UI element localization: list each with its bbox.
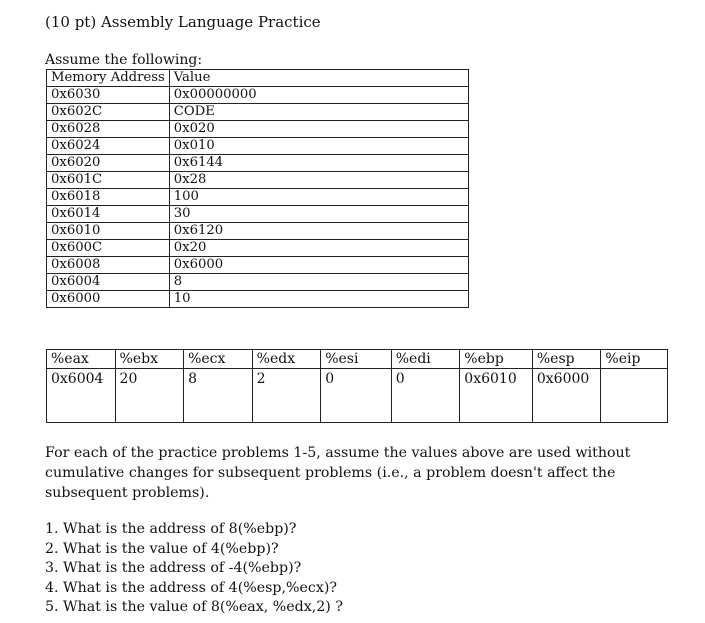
memory-address-cell: 0x6014 [47, 206, 170, 223]
memory-row [47, 155, 469, 172]
register-value-edi: 0 [391, 369, 460, 423]
register-value-eip [601, 369, 668, 423]
memory-value-header: Value [169, 70, 468, 87]
memory-value-cell: 0x6120 [169, 223, 468, 240]
memory-table-header [47, 70, 469, 87]
memory-address-cell: 0x6004 [47, 274, 170, 291]
memory-row [47, 291, 469, 308]
register-table [46, 349, 668, 423]
memory-address-cell: 0x6020 [47, 155, 170, 172]
register-header-ebp: %ebp [460, 350, 533, 369]
memory-value-cell: 0x010 [169, 138, 468, 155]
memory-address-cell: 0x6024 [47, 138, 170, 155]
memory-value-cell: 0x6144 [169, 155, 468, 172]
memory-value-cell: 100 [169, 189, 468, 206]
memory-value-cell: CODE [169, 104, 468, 121]
question-item: 2. What is the value of 4(%ebp)? [45, 540, 279, 557]
memory-row [47, 223, 469, 240]
memory-value-cell: 10 [169, 291, 468, 308]
register-value-esi: 0 [321, 369, 392, 423]
register-value-ebx: 20 [115, 369, 184, 423]
question-item: 4. What is the address of 4(%esp,%ecx)? [45, 579, 337, 596]
register-value-esp: 0x6000 [532, 369, 601, 423]
memory-row [47, 189, 469, 206]
memory-address-cell: 0x600C [47, 240, 170, 257]
memory-address-cell: 0x6008 [47, 257, 170, 274]
memory-row [47, 138, 469, 155]
memory-row [47, 257, 469, 274]
question-list [45, 520, 343, 618]
memory-address-cell: 0x6028 [47, 121, 170, 138]
memory-table [46, 69, 469, 308]
memory-value-cell: 30 [169, 206, 468, 223]
memory-row [47, 104, 469, 121]
register-header-edx: %edx [252, 350, 321, 369]
memory-address-cell: 0x6000 [47, 291, 170, 308]
register-value-eax: 0x6004 [47, 369, 116, 423]
register-value-ebp: 0x6010 [460, 369, 533, 423]
memory-address-cell: 0x6010 [47, 223, 170, 240]
memory-row [47, 206, 469, 223]
register-header-eax: %eax [47, 350, 116, 369]
memory-value-cell: 0x28 [169, 172, 468, 189]
memory-value-cell: 0x00000000 [169, 87, 468, 104]
memory-address-header: Memory Address [47, 70, 170, 87]
memory-address-cell: 0x601C [47, 172, 170, 189]
register-header-esp: %esp [532, 350, 601, 369]
assume-label: Assume the following: [45, 52, 203, 68]
page-title: (10 pt) Assembly Language Practice [45, 13, 321, 31]
register-value-ecx: 8 [184, 369, 253, 423]
memory-row [47, 240, 469, 257]
memory-row [47, 274, 469, 291]
register-values-row [47, 369, 668, 423]
memory-value-cell: 0x020 [169, 121, 468, 138]
register-table-header [47, 350, 668, 369]
register-header-esi: %esi [321, 350, 392, 369]
memory-value-cell: 0x6000 [169, 257, 468, 274]
question-item: 3. What is the address of -4(%ebp)? [45, 560, 302, 576]
instructions-paragraph: For each of the practice problems 1-5, assume the values above are used without cumulative changes for subsequent problems (i.e., a problem doesn't affect the subsequent problems). [45, 445, 631, 501]
register-value-edx: 2 [252, 369, 321, 423]
register-header-ecx: %ecx [184, 350, 253, 369]
memory-value-cell: 8 [169, 274, 468, 291]
memory-row [47, 87, 469, 104]
register-header-ebx: %ebx [115, 350, 184, 369]
question-item: 5. What is the value of 8(%eax, %edx,2) ? [45, 599, 343, 615]
memory-address-cell: 0x6030 [47, 87, 170, 104]
memory-address-cell: 0x6018 [47, 189, 170, 206]
memory-row [47, 172, 469, 189]
register-header-eip: %eip [601, 350, 668, 369]
memory-value-cell: 0x20 [169, 240, 468, 257]
question-item: 1. What is the address of 8(%ebp)? [45, 521, 297, 537]
register-header-edi: %edi [391, 350, 460, 369]
memory-address-cell: 0x602C [47, 104, 170, 121]
memory-row [47, 121, 469, 138]
